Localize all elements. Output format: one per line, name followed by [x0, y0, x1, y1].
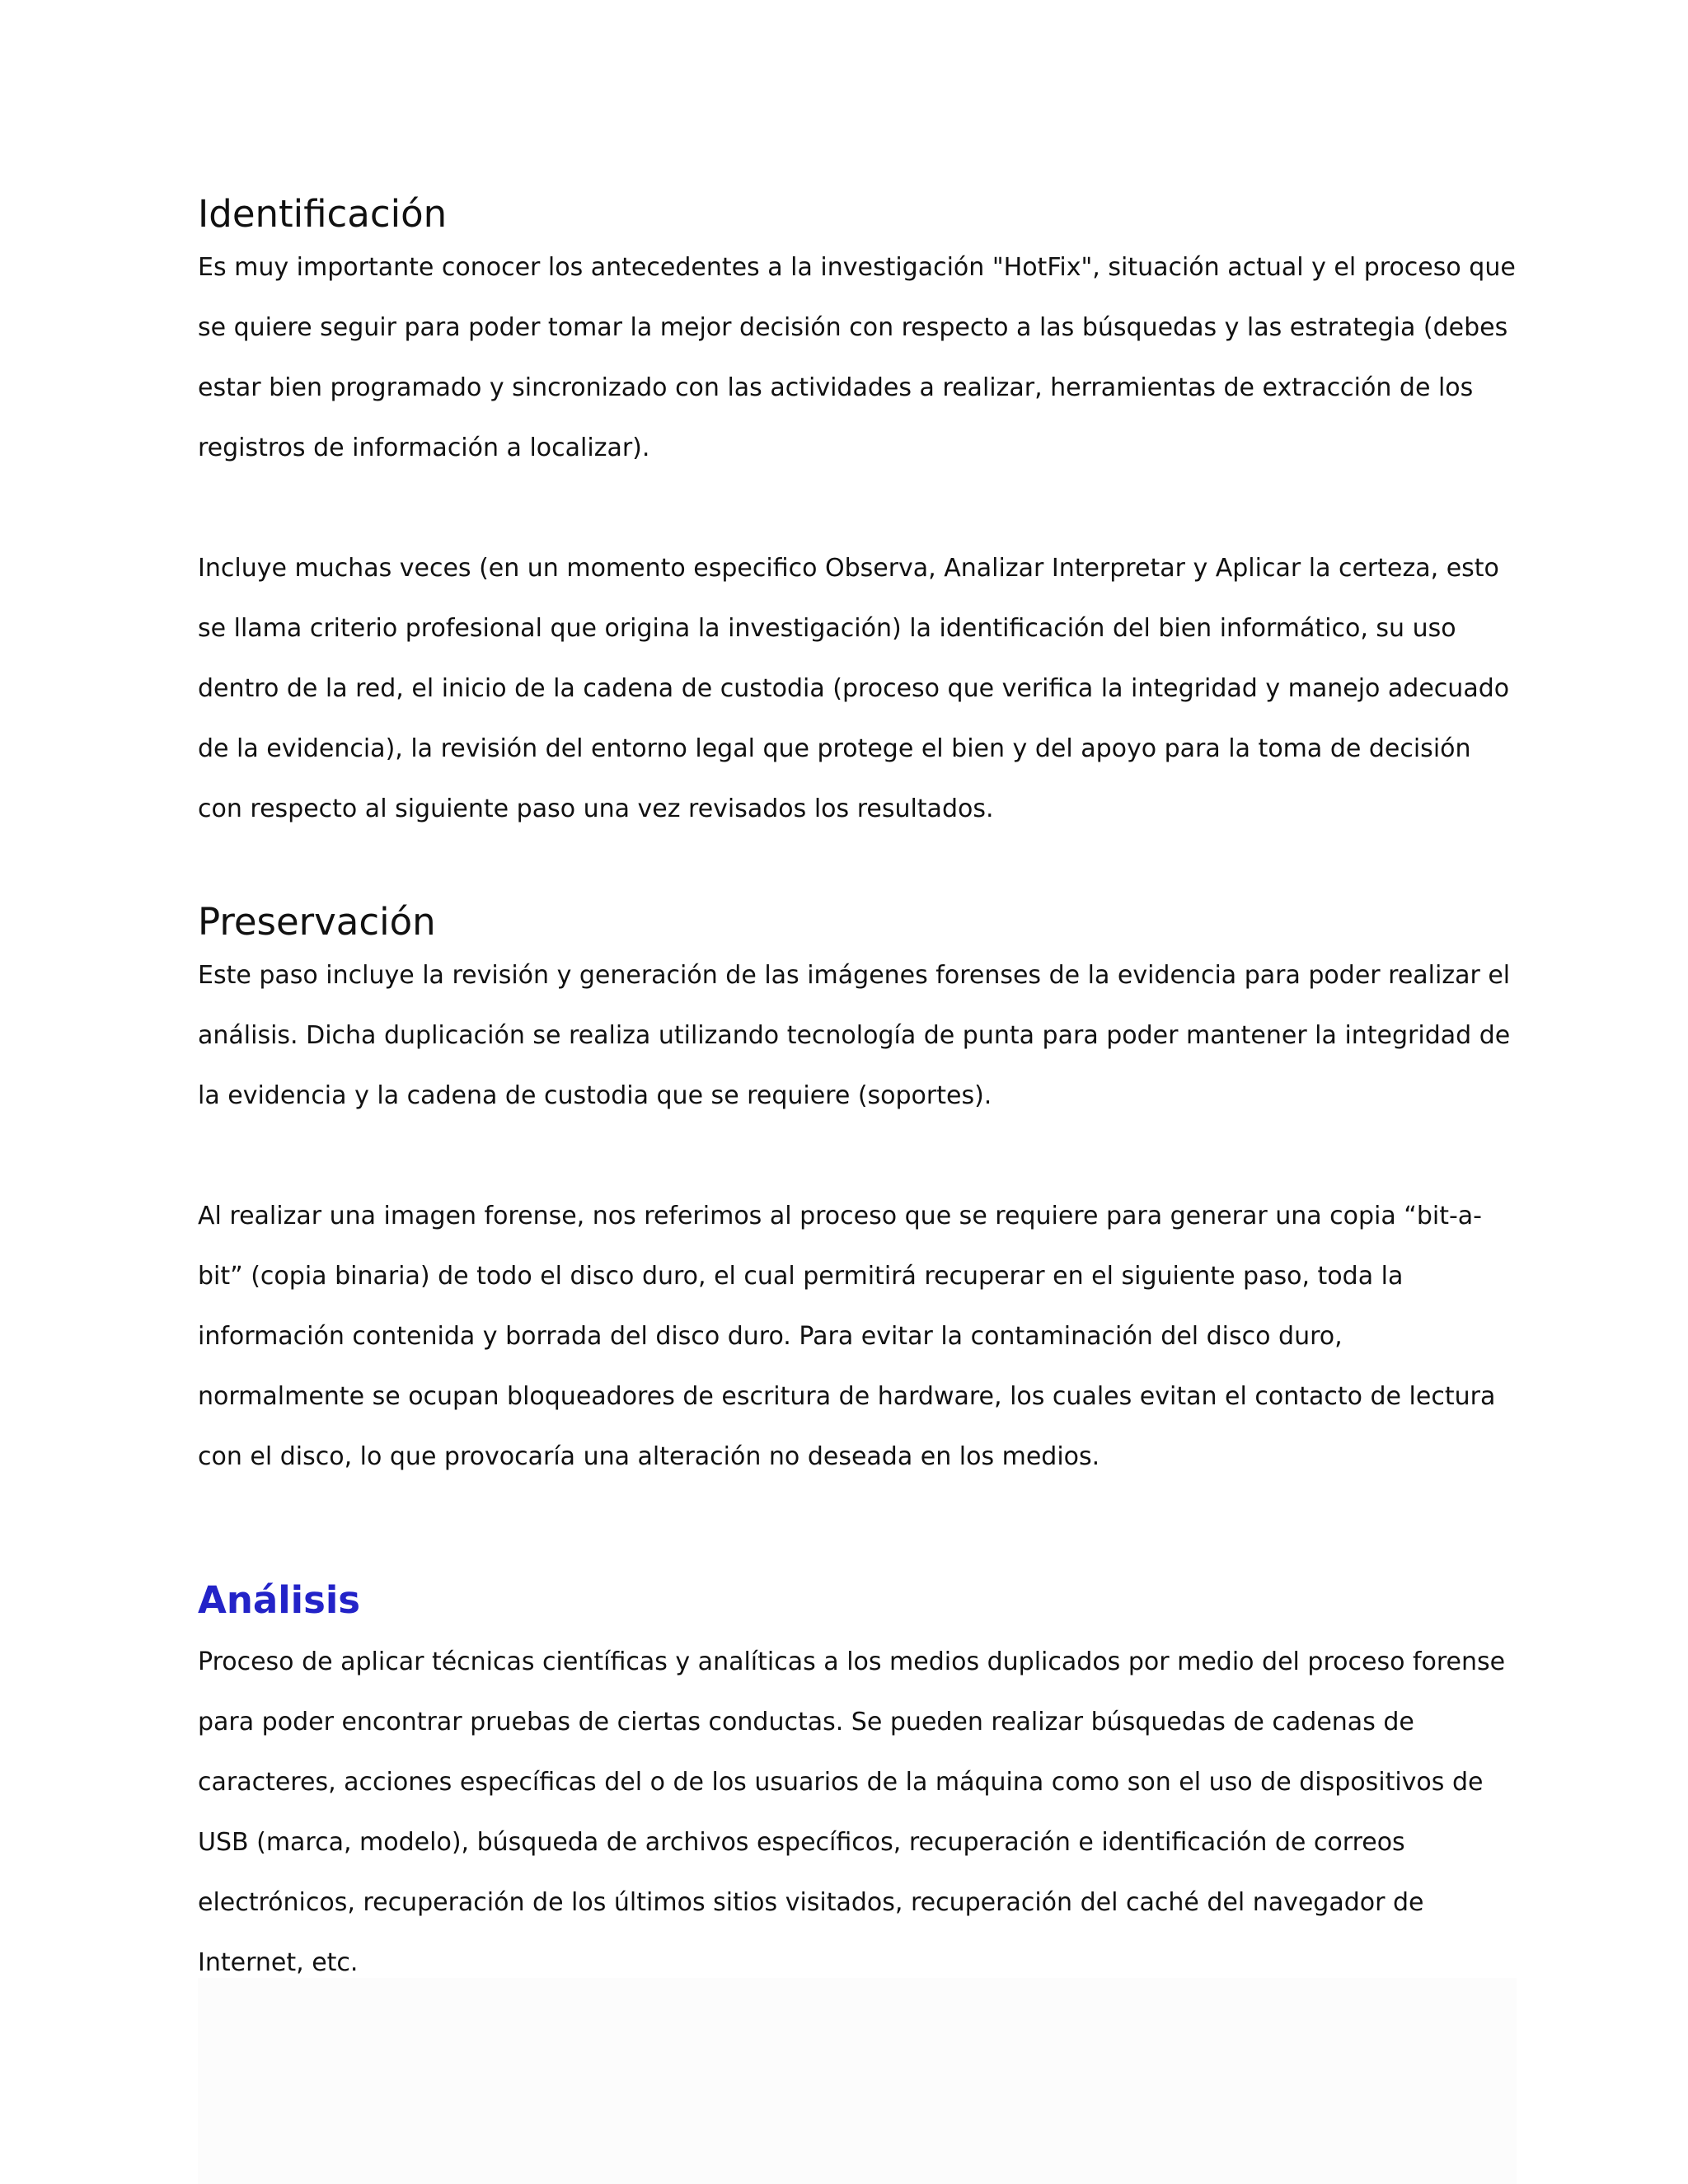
paragraph-spacer: [198, 478, 1517, 538]
paragraph-identificacion-1: Es muy importante conocer los antecedentes a la investigación "HotFix", situación actual y el proceso que se quiere seguir para poder tomar la mejor decisión con respecto a las búsquedas y las estrategia (debes estar bien programado y sincronizado con las actividades a realizar, herramientas de extracción de los registros de información a localizar).: [198, 253, 1516, 462]
paragraph-analisis-1: Proceso de aplicar técnicas científicas y analíticas a los medios duplicados por medio del proceso forense para poder encontrar pruebas de ciertas conductas. Se pueden realizar búsquedas de cadenas de caracteres, acciones específicas del o de los usuarios de la máquina como son el uso de dispositivos de USB (marca, modelo), búsqueda de archivos específicos, recuperación e identificación de correos electrónicos, recuperación de los últimos sitios visitados, recuperación del caché del navegador de Internet, etc.: [198, 1647, 1506, 1977]
paragraph-preservacion-1: Este paso incluye la revisión y generación de las imágenes forenses de la evidencia para poder realizar el análisis. Dicha duplicación se realiza utilizando tecnología de punta para poder mantener la integridad de la evidencia y la cadena de custodia que se requiere (soportes).: [198, 961, 1511, 1110]
paragraph-preservacion-2: Al realizar una imagen forense, nos referimos al proceso que se requiere para generar una copia “bit-a-bit” (copia binaria) de todo el disco duro, el cual permitirá recuperar en el siguiente paso, toda la información contenida y borrada del disco duro. Para evitar la contaminación del disco duro, normalmente se ocupan bloqueadores de escritura de hardware, los cuales evitan el contacto de lectura con el disco, lo que provocaría una alteración no deseada en los medios.: [198, 1202, 1496, 1471]
paragraph-identificacion-2: Incluye muchas veces (en un momento especifico Observa, Analizar Interpretar y Aplicar la certeza, esto se llama criterio profesional que origina la investigación) la identificación del bien informático, su uso dentro de la red, el inicio de la cadena de custodia (proceso que verifica la integridad y manejo adecuado de la evidencia), la revisión del entorno legal que protege el bien y del apoyo para la toma de decisión con respecto al siguiente paso una vez revisados los resultados.: [198, 554, 1510, 823]
page-shade: [198, 1978, 1517, 2184]
section-heading-preservacion: Preservación: [198, 900, 436, 944]
section-spacer: [198, 1487, 1517, 1577]
section-heading-identificacion: Identificación: [198, 192, 448, 236]
document-body: [198, 191, 1517, 1993]
paragraph-spacer: [198, 839, 1517, 899]
paragraph-spacer: [198, 1126, 1517, 1186]
section-heading-analisis: Análisis: [198, 1578, 361, 1622]
